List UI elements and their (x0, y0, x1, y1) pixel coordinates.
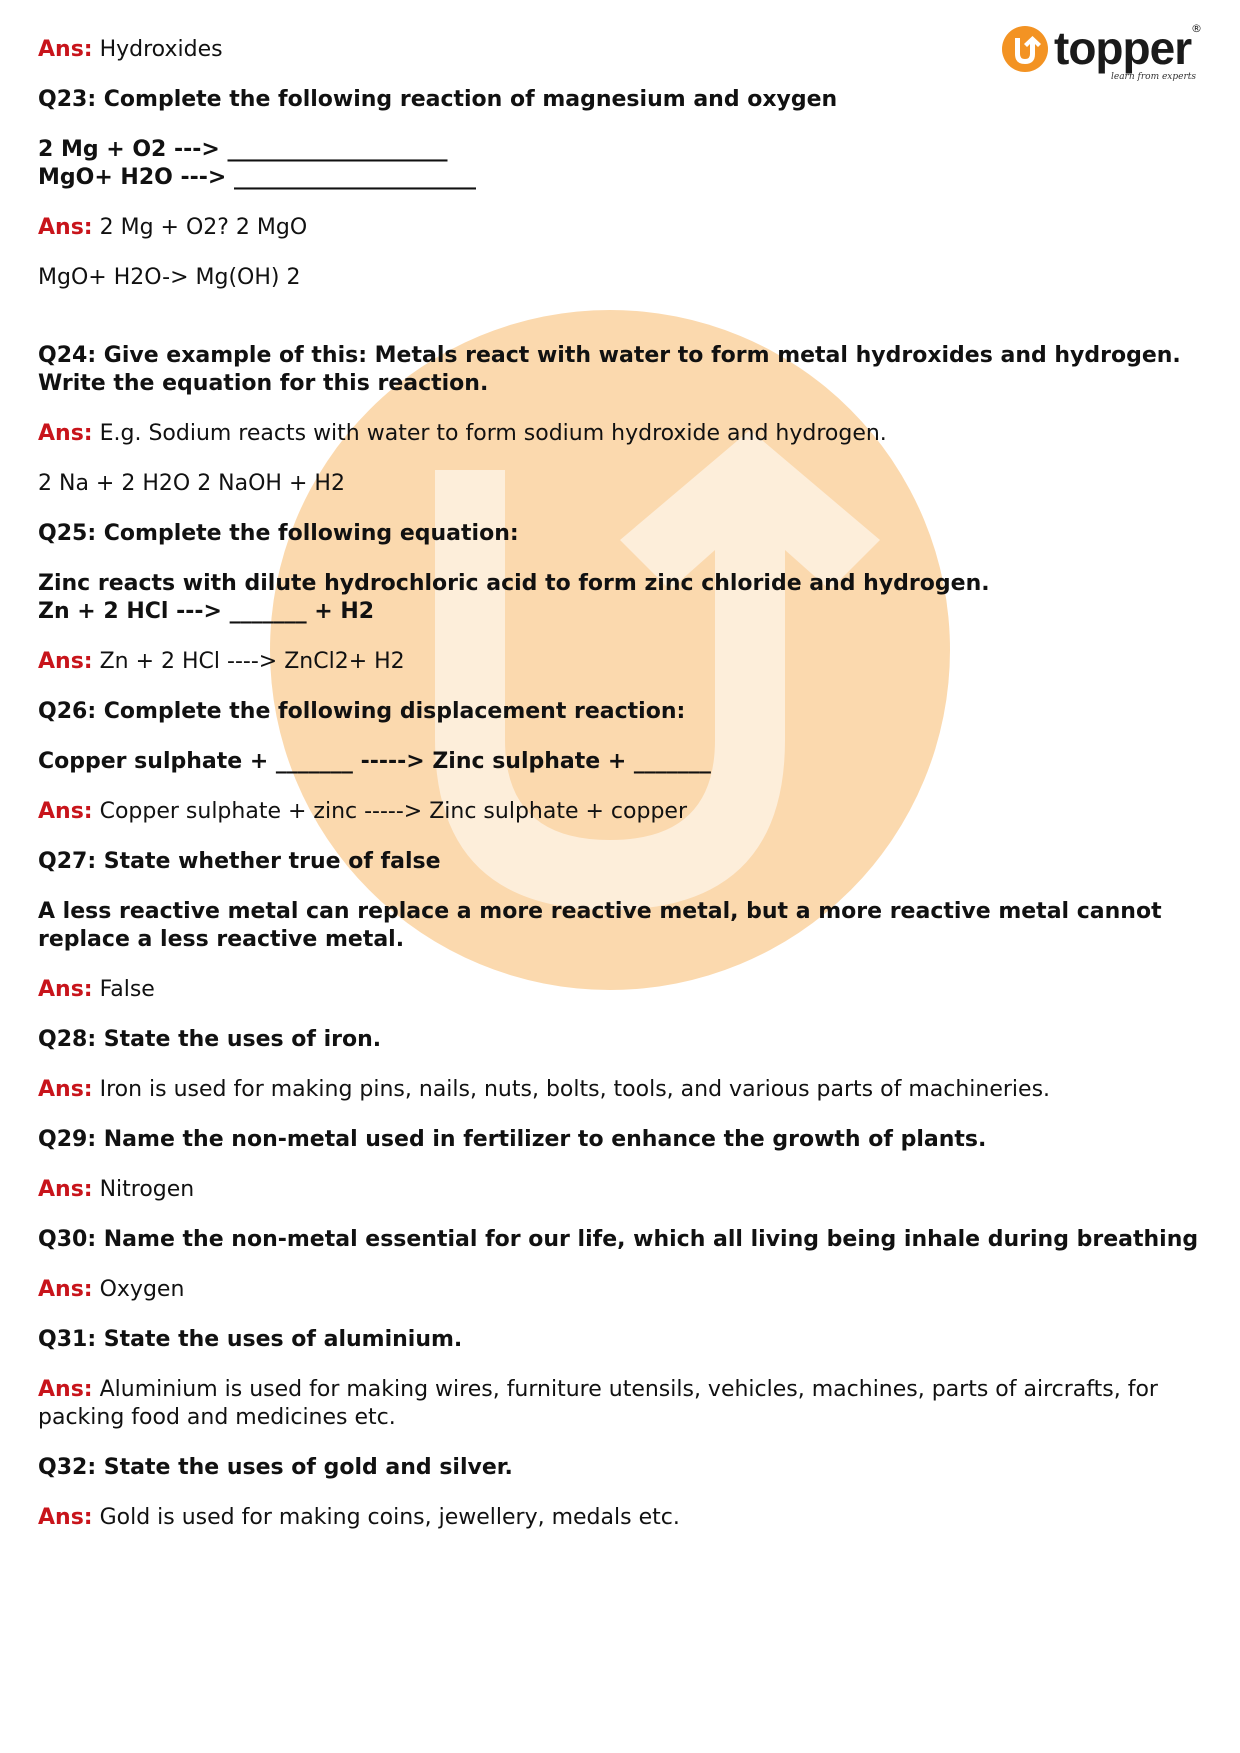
equation-line: Copper sulphate + _______ -----> Zinc sulphate + _______ (38, 749, 711, 774)
question-28: Q28: State the uses of iron. (38, 1027, 382, 1052)
statement-line: replace a less reactive metal. (38, 927, 405, 952)
answer-24: Ans: E.g. Sodium reacts with water to form sodium hydroxide and hydrogen. (38, 421, 887, 446)
u-arrow-logo-icon (1002, 26, 1048, 72)
question-25-text: Zinc reacts with dilute hydrochloric acid to form zinc chloride and hydrogen. (38, 571, 990, 596)
equation-line: Zn + 2 HCl ---> _______ + H2 (38, 599, 375, 624)
answer-line: 2 Na + 2 H2O 2 NaOH + H2 (38, 471, 345, 496)
question-23: Q23: Complete the following reaction of magnesium and oxygen (38, 87, 838, 112)
answer-23: Ans: 2 Mg + O2? 2 MgO (38, 215, 308, 240)
question-25: Q25: Complete the following equation: (38, 521, 519, 546)
answer-32: Ans: Gold is used for making coins, jewellery, medals etc. (38, 1505, 680, 1530)
brand-tagline: learn from experts (1110, 72, 1196, 82)
equation-line: 2 Mg + O2 ---> ____________________ (38, 137, 448, 162)
answer-22: Ans: Hydroxides (38, 37, 223, 62)
question-27: Q27: State whether true of false (38, 849, 441, 874)
question-24: Q24: Give example of this: Metals react with water to form metal hydroxides and hydrogen. (38, 343, 1181, 368)
question-29: Q29: Name the non-metal used in fertilizer to enhance the growth of plants. (38, 1127, 987, 1152)
question-26: Q26: Complete the following displacement reaction: (38, 699, 686, 724)
answer-30: Ans: Oxygen (38, 1277, 185, 1302)
registered-mark: ® (1191, 22, 1202, 35)
answer-line: MgO+ H2O-> Mg(OH) 2 (38, 265, 301, 290)
brand-name: topper (1054, 22, 1192, 74)
question-30: Q30: Name the non-metal essential for our life, which all living being inhale during breathing (38, 1227, 1199, 1252)
answer-line: packing food and medicines etc. (38, 1405, 396, 1430)
topper-logo (1002, 20, 1202, 84)
statement-line: A less reactive metal can replace a more reactive metal, but a more reactive metal cannot (38, 899, 1162, 924)
answer-27: Ans: False (38, 977, 155, 1002)
equation-line: MgO+ H2O ---> ______________________ (38, 165, 477, 190)
answer-25: Ans: Zn + 2 HCl ----> ZnCl2+ H2 (38, 649, 405, 674)
question-32: Q32: State the uses of gold and silver. (38, 1455, 513, 1480)
answer-29: Ans: Nitrogen (38, 1177, 195, 1202)
answer-28: Ans: Iron is used for making pins, nails, nuts, bolts, tools, and various parts of machineries. (38, 1077, 1051, 1102)
question-31: Q31: State the uses of aluminium. (38, 1327, 463, 1352)
answer-31: Ans: Aluminium is used for making wires, furniture utensils, vehicles, machines, parts of aircrafts, for (38, 1377, 1158, 1402)
document-body (38, 36, 1208, 1532)
answer-26: Ans: Copper sulphate + zinc -----> Zinc sulphate + copper (38, 799, 687, 824)
question-24-cont: Write the equation for this reaction. (38, 371, 489, 396)
